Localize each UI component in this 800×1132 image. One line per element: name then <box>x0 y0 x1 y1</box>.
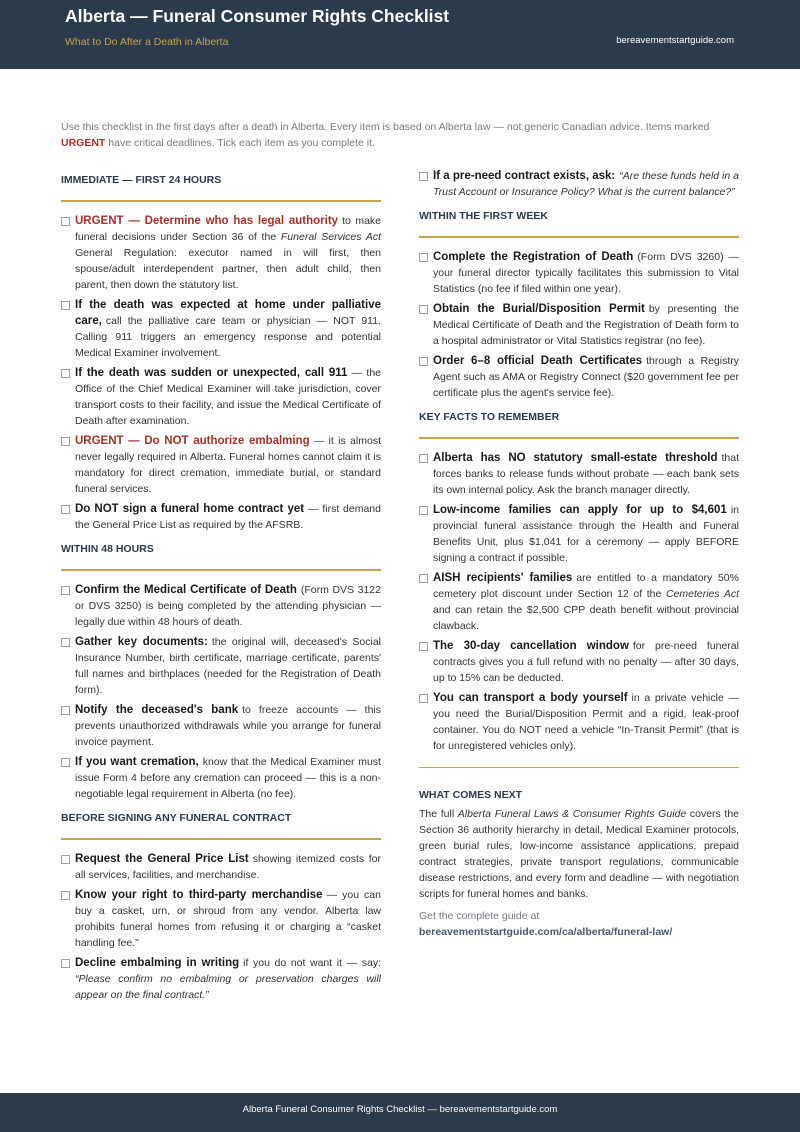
item-italic-text: Funeral Services Act <box>280 231 381 243</box>
checkbox[interactable] <box>419 506 428 515</box>
item-lead: Obtain the Burial/Disposition Permit <box>433 303 645 315</box>
section-heading-before-signing: BEFORE SIGNING ANY FUNERAL CONTRACT <box>61 812 292 824</box>
checkbox[interactable] <box>419 642 428 651</box>
item-italic-text: “Are these funds held in a Trust Account or Insurance Policy? What is the current balance?” <box>433 170 739 198</box>
intro-text-after: have critical deadlines. Tick each item as you complete it. <box>105 137 375 149</box>
section-divider <box>419 437 739 439</box>
checklist-item <box>61 634 381 698</box>
item-lead: If a pre-need contract exists, ask: <box>433 170 616 182</box>
item-text: — first demand the General Price List as required by the AFSRB. <box>75 503 381 531</box>
checklist-item <box>61 433 381 497</box>
section-heading-first-week: WITHIN THE FIRST WEEK <box>419 210 548 222</box>
checklist-item <box>419 570 739 634</box>
item-lead: Alberta has NO statutory small-estate threshold <box>433 452 718 464</box>
item-text: to make funeral decisions under Section 36 of the <box>75 215 381 243</box>
item-lead: Decline embalming in writing <box>75 957 240 969</box>
checkbox[interactable] <box>61 959 70 968</box>
item-lead: Request the General Price List <box>75 853 249 865</box>
right-column <box>419 168 739 940</box>
section-heading-key-facts: KEY FACTS TO REMEMBER <box>419 411 560 423</box>
item-lead: If you want cremation, <box>75 756 199 768</box>
item-text: — it is almost never legally required in Alberta. Funeral homes cannot claim it is mandatory for direct cremation, immediate burial, or standard funeral services. <box>75 435 381 495</box>
item-lead: Complete the Registration of Death <box>433 251 634 263</box>
checkbox[interactable] <box>419 694 428 703</box>
item-text: the original will, deceased's Social Insurance Number, birth certificate, marriage certificate, parents' full names and birthplaces (needed for the Registration of Death form). <box>75 636 381 696</box>
whats-next-body <box>419 806 739 902</box>
checkbox[interactable] <box>61 638 70 647</box>
section-divider <box>61 569 381 571</box>
checklist-before-signing <box>61 851 381 1003</box>
checklist-item <box>419 301 739 349</box>
item-text: General Regulation: executor named in will first, then spouse/adult interdependent partner, then adult child, then parent, then down the statutory list. <box>75 247 381 291</box>
item-text: that forces banks to release funds without probate — each bank sets its own internal policy. Ask the branch manager directly. <box>433 452 739 496</box>
checklist-item <box>419 502 739 566</box>
checklist-first-week <box>419 249 739 401</box>
item-text: if you do not want it — say: <box>243 957 381 969</box>
item-text: call the palliative care team or physician — NOT 911. Calling 911 triggers an emergency response and potential Medical Examiner involvement. <box>75 315 381 359</box>
checklist-item <box>419 249 739 297</box>
guide-title: Alberta Funeral Laws & Consumer Rights Guide <box>457 808 687 820</box>
intro-paragraph <box>61 119 741 151</box>
item-lead: The 30-day cancellation window <box>433 640 629 652</box>
item-lead: Low-income families can apply for up to $4,601 <box>433 504 727 516</box>
checklist-item <box>61 702 381 750</box>
whats-next-body-before: The full <box>419 808 458 820</box>
checkbox[interactable] <box>419 574 428 583</box>
item-lead: If the death was expected at home under palliative care, <box>75 299 381 327</box>
checkbox[interactable] <box>61 437 70 446</box>
checklist-item <box>419 638 739 686</box>
whats-next-body-after: covers the Section 36 authority hierarchy in detail, Medical Examiner protocols, green burial rules, low-income assistance applications, prepaid contract strategies, private transport regulations, communicable disease restrictions, and every form and deadline — with negotiation scripts for funeral homes and banks. <box>419 808 740 900</box>
checkbox[interactable] <box>61 586 70 595</box>
item-text: in provincial funeral assistance through the Health and Funeral Benefits Unit, plus $1,041 for a ceremony — apply BEFORE signing a contract if possible. <box>433 504 739 564</box>
whats-next-divider <box>419 767 739 768</box>
checklist-within-48-hours <box>61 582 381 802</box>
item-text: know that the Medical Examiner must issue Form 4 before any cremation can proceed — this is a non-negotiable legal requirement in Alberta (no fee). <box>75 756 381 800</box>
intro-urgent-word: URGENT <box>61 137 106 149</box>
whats-next-heading: WHAT COMES NEXT <box>419 789 523 801</box>
checkbox[interactable] <box>61 301 70 310</box>
item-text: — you can buy a casket, urn, or shroud from any vendor. Alberta law prohibits funeral homes from refusing it or charging a “casket handling fee.” <box>75 889 381 949</box>
item-text: (Form DVS 3260) — your funeral director typically facilitates this submission to Vital Statistics (no fee if filed within one year). <box>433 251 739 295</box>
item-text: by presenting the Medical Certificate of Death and the Registration of Death form to a hospital administrator or Vital Statistics registrar (no fee). <box>433 303 739 347</box>
checkbox[interactable] <box>419 454 428 463</box>
checklist-item <box>61 754 381 802</box>
guide-link[interactable]: bereavementstartguide.com/ca/alberta/funeral-law/ <box>419 926 673 938</box>
checklist-item <box>419 450 739 498</box>
checkbox[interactable] <box>419 305 428 314</box>
item-text: through a Registry Agent such as AMA or Registry Connect ($20 government fee per certificate plus the agent's service fee). <box>433 355 740 399</box>
item-text: — the Office of the Chief Medical Examiner will take jurisdiction, cover transport costs to their facility, and issue the Medical Certificate of Death after examination. <box>75 367 382 427</box>
item-lead: URGENT — Do NOT authorize embalming <box>75 435 310 447</box>
page-title: Alberta — Funeral Consumer Rights Checklist <box>65 6 450 26</box>
checklist-key-facts <box>419 450 739 754</box>
page-subtitle: What to Do After a Death in Alberta <box>65 36 229 48</box>
item-lead: URGENT — Determine who has legal authority <box>75 215 339 227</box>
section-divider <box>419 236 739 238</box>
item-text: for pre-need funeral contracts gives you a full refund with no penalty — after 30 days, up to 15% can be deducted. <box>433 640 739 684</box>
checklist-item <box>61 851 381 883</box>
section-divider <box>61 838 381 840</box>
item-text: to freeze accounts — this prevents unauthorized withdrawals while you arrange for funeral invoice payment. <box>75 704 382 748</box>
checklist-preneed <box>419 168 739 200</box>
checkbox[interactable] <box>61 758 70 767</box>
item-lead: Gather key documents: <box>75 636 208 648</box>
checklist-item <box>61 213 381 293</box>
guide-cta-text: Get the complete guide at <box>419 910 540 922</box>
checklist-item <box>61 365 381 429</box>
section-divider <box>61 200 381 202</box>
section-heading-immediate: IMMEDIATE — FIRST 24 HOURS <box>61 174 222 186</box>
page-footer <box>0 1093 800 1132</box>
item-text: showing itemized costs for all services, facilities, and merchandise. <box>75 853 382 881</box>
checkbox[interactable] <box>61 891 70 900</box>
item-lead: If the death was sudden or unexpected, call 911 <box>75 367 348 379</box>
item-lead: Notify the deceased's bank <box>75 704 239 716</box>
item-lead: AISH recipients' families <box>433 572 573 584</box>
checkbox[interactable] <box>61 505 70 514</box>
item-text: are entitled to a mandatory 50% cemetery plot discount under Section 12 of the <box>433 572 739 600</box>
checkbox[interactable] <box>419 253 428 262</box>
checklist-item <box>61 582 381 630</box>
checkbox[interactable] <box>61 369 70 378</box>
checkbox[interactable] <box>419 357 428 366</box>
checkbox[interactable] <box>419 172 428 181</box>
intro-text-before: Use this checklist in the first days after a death in Alberta. Every item is based on Alberta law — not generic Canadian advice. Items marked <box>61 121 710 133</box>
checkbox[interactable] <box>61 706 70 715</box>
checklist-item <box>61 297 381 361</box>
header-site-url: bereavementstartguide.com <box>616 35 734 46</box>
left-column <box>61 168 381 1007</box>
item-lead: You can transport a body yourself <box>433 692 628 704</box>
checklist-item <box>419 168 739 200</box>
item-lead: Order 6–8 official Death Certificates <box>433 355 643 367</box>
item-italic-text: Cemeteries Act <box>665 588 740 600</box>
section-heading-within-48-hours: WITHIN 48 HOURS <box>61 543 154 555</box>
item-lead: Know your right to third-party merchandise <box>75 889 323 901</box>
item-text: and can retain the $2,500 CPP death benefit without provincial clawback. <box>433 604 739 632</box>
item-text: in a private vehicle — you need the Burial/Disposition Permit and a rigid, leak-proof container. You do NOT need a vehicle “In-Transit Permit” (that is for unregistered vehicles only). <box>433 692 739 752</box>
checkbox[interactable] <box>61 217 70 226</box>
checklist-item <box>419 353 739 401</box>
item-italic-text: “Please confirm no embalming or preservation charges will appear on the final contract.” <box>75 973 381 1001</box>
footer-text: Alberta Funeral Consumer Rights Checklist — bereavementstartguide.com <box>242 1104 558 1115</box>
checklist-item <box>61 887 381 951</box>
checklist-item <box>61 955 381 1003</box>
checklist-immediate <box>61 213 381 533</box>
checklist-item <box>61 501 381 533</box>
page-header <box>0 0 800 69</box>
item-lead: Confirm the Medical Certificate of Death <box>75 584 297 596</box>
item-text: (Form DVS 3122 or DVS 3250) is being completed by the attending physician — legally due within 48 hours of death. <box>75 584 381 628</box>
item-lead: Do NOT sign a funeral home contract yet <box>75 503 305 515</box>
checkbox[interactable] <box>61 855 70 864</box>
checklist-item <box>419 690 739 754</box>
